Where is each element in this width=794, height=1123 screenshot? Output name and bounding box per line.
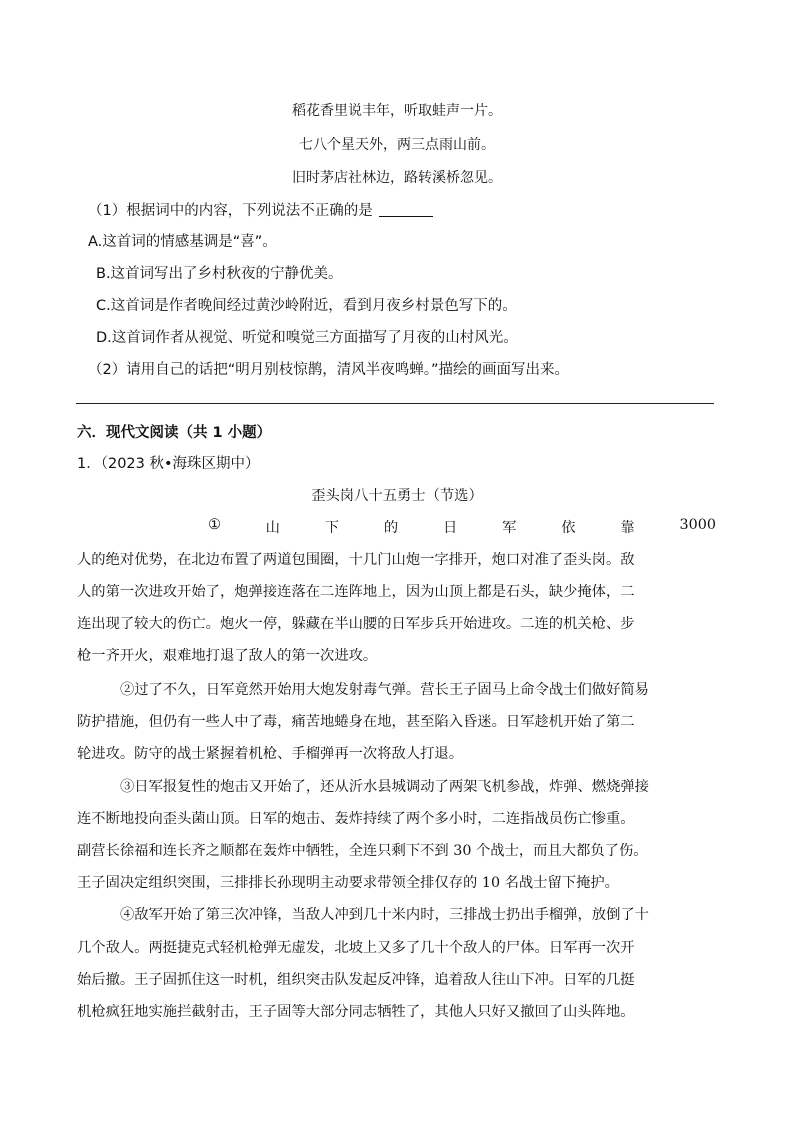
option-d: D.这首词作者从视觉、听觉和嗅觉三方面描写了月夜的山村风光。 [96, 330, 518, 346]
passage-line: 王子固决定组织突围，三排排长孙现明主动要求带领全排仅存的 10 名战士留下掩护。 [77, 875, 619, 891]
p1-char: 军 [502, 520, 517, 536]
passage-line: 始后撤。王子固抓住这一时机，组织突击队发起反冲锋，追着敌人往山下冲。日军的几挺 [77, 972, 635, 988]
p1-char: ① [208, 517, 221, 533]
passage-line: 枪一齐开火，艰难地打退了敌人的第一次进攻。 [77, 648, 378, 664]
passage-line: 人的第一次进攻开始了，炮弹接连落在二连阵地上，因为山顶上都是石头，缺少掩体，二 [77, 584, 635, 600]
p1-char: 日 [443, 520, 458, 536]
question-1-text: （1）根据词中的内容，下列说法不正确的是 [88, 203, 373, 219]
passage-line: 连出现了较大的伤亡。炮火一停，躲藏在半山腰的日军步兵开始进攻。二连的机关枪、步 [77, 616, 635, 632]
p1-char: 山 [265, 520, 280, 536]
question-1 [88, 199, 433, 220]
passage-line: 防护措施，但仍有一些人中了毒，痛苦地蜷身在地，甚至陷入昏迷。日军趁机开始了第二 [77, 714, 635, 730]
passage-line: 副营长徐福和连长齐之顺都在轰炸中牺牲，全连只剩下不到 30 个战士，而且大都负了伤。 [77, 843, 648, 859]
question-2: （2）请用自己的话把“明月别枝惊鹊，清风半夜鸣蝉。”描绘的画面写出来。 [88, 362, 569, 378]
passage-p1-line-0 [208, 517, 716, 537]
passage-line: ②过了不久，日军竟然开始用大炮发射毒气弹。营长王子固马上命令战士们做好简易 [120, 682, 649, 698]
passage-line: 轮进攻。防守的战士紧握着机枪、手榴弹再一次将敌人打退。 [77, 746, 464, 762]
passage-line: 机枪疯狂地实施拦截射击，王子固等大部分同志牺牲了，其他人只好又撤回了山头阵地。 [77, 1004, 635, 1020]
passage-line: 人的绝对优势，在北边布置了两道包围圈，十几门山炮一字排开，炮口对准了歪头岗。敌 [77, 552, 635, 568]
p1-char: 下 [324, 520, 340, 536]
passage-line: 连不断地投向歪头菌山顶。日军的炮击、轰炸持续了两个多小时，二连指战员伤亡惨重。 [77, 811, 635, 827]
poem-line-3: 旧时茅店社林边，路转溪桥忽见。 [292, 170, 502, 186]
section-heading: 六．现代文阅读（共 1 小题） [77, 425, 272, 441]
option-b: B.这首词写出了乡村秋夜的宁静优美。 [96, 266, 343, 282]
p1-char: 3000 [679, 517, 716, 533]
passage-title: 歪头岗八十五勇士（节选） [311, 488, 483, 504]
passage-line: ③日军报复性的炮击又开始了，还从沂水县城调动了两架飞机参战，炸弹、燃烧弹接 [120, 779, 649, 795]
passage-line: 几个敌人。两挺捷克式轻机枪弹无虚发，北坡上又多了几十个敌人的尸体。日军再一次开 [77, 940, 635, 956]
poem-line-1: 稻花香里说丰年，听取蛙声一片。 [292, 103, 502, 119]
p1-char: 的 [383, 520, 399, 536]
passage-line: ④敌军开始了第三次冲锋，当敌人冲到几十米内时，三排战士扔出手榴弹，放倒了十 [120, 907, 649, 923]
question-item-source: 1．（2023 秋•海珠区期中） [77, 456, 260, 472]
poem-line-2: 七八个星天外，两三点雨山前。 [299, 137, 495, 153]
option-a: A.这首词的情感基调是“喜”。 [88, 234, 277, 250]
answer-line [76, 403, 714, 404]
p1-char: 依 [561, 520, 576, 536]
p1-char: 靠 [620, 520, 635, 536]
option-c: C.这首词是作者晚间经过黄沙岭附近，看到月夜乡村景色写下的。 [96, 298, 517, 314]
answer-blank[interactable] [379, 202, 433, 217]
